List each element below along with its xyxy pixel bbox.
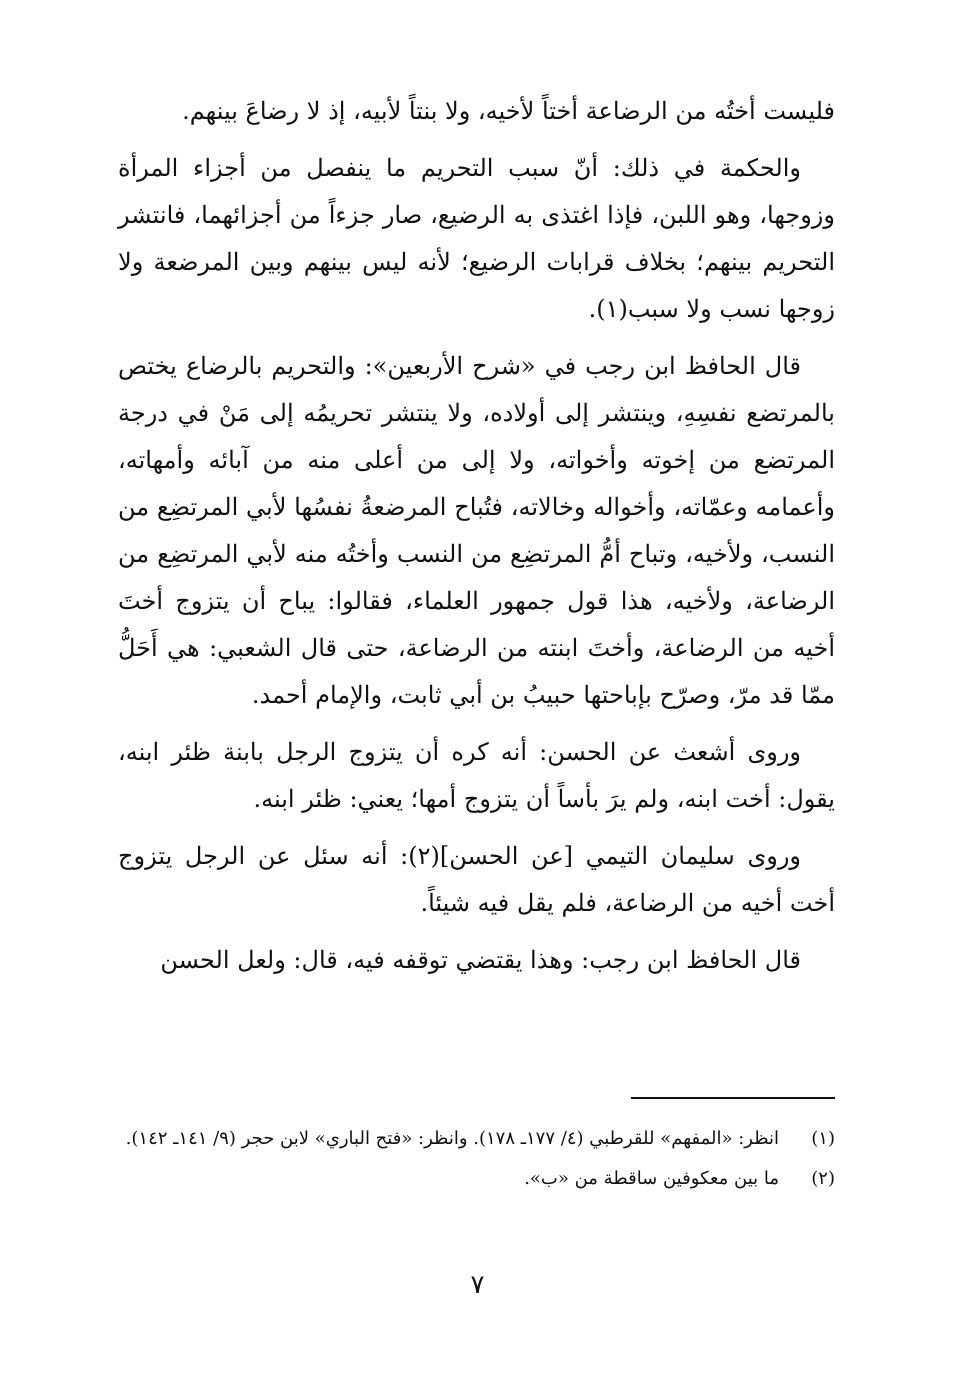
paragraph-6: قال الحافظ ابن رجب: وهذا يقتضي توقفه فيه، قال: ولعل الحسن bbox=[160, 946, 801, 974]
footnote-text: ما بين معكوفين ساقطة من «ب». bbox=[524, 1168, 779, 1189]
footnote-text: انظر: «المفهم» للقرطبي (٤/ ١٧٧ـ ١٧٨). وانظر: «فتح الباري» لابن حجر (٩/ ١٤١ـ ١٤٢). bbox=[125, 1128, 779, 1149]
footnote-separator bbox=[631, 1097, 835, 1099]
paragraph-3: قال الحافظ ابن رجب في «شرح الأربعين»: والتحريم بالرضاع يختص بالمرتضع نفسِهِ، وينتشر إلى أولاده، ولا ينتشر تحريمُه إلى مَنْ في درجة المرتضع من إخوته وأخواته، ولا إلى من أعلى منه من آبائه وأمهاته، وأعمامه وعمّاته، وأخواله وخالاته، فتُباح المرضعةُ نفسُها لأبي المرتضِع من النسب، ولأخيه، وتباح أمُّ المرتضِع من النسب وأختُه منه لأبي المرتضِع من الرضاعة، ولأخيه، هذا قول جمهور العلماء، فقالوا: يباح أن يتزوج أختَ أخيه من الرضاعة، وأختَ ابنته من الرضاعة، حتى قال الشعبي: هي أَحَلُّ ممّا قد مرّ، وصرّح بإباحتها حبيبُ بن أبي ثابت، والإمام أحمد. bbox=[118, 352, 836, 709]
paragraph-5: وروى سليمان التيمي [عن الحسن](٢): أنه سئل عن الرجل يتزوج أخت أخيه من الرضاعة، فلم يقل فيه شيئاً. bbox=[118, 842, 835, 917]
footnote-number: (٢) bbox=[811, 1168, 835, 1189]
footnote-2 bbox=[118, 1162, 835, 1196]
page-number: ٧ bbox=[470, 1270, 485, 1300]
footnotes bbox=[118, 1122, 835, 1202]
footnote-number: (١) bbox=[811, 1128, 835, 1149]
footnote-1 bbox=[118, 1122, 835, 1156]
main-text bbox=[118, 88, 835, 994]
paragraph-4: وروى أشعث عن الحسن: أنه كره أن يتزوج الرجل بابنة ظئر ابنه، يقول: أخت ابنه، ولم يرَ بأساً أن يتزوج أمها؛ يعني: ظئر ابنه. bbox=[118, 738, 835, 813]
paragraph-2: والحكمة في ذلك: أنّ سبب التحريم ما ينفصل من أجزاء المرأة وزوجها، وهو اللبن، فإذا اغتذى به الرضيع، صار جزءاً من أجزائهما، فانتشر التحريم بينهم؛ بخلاف قرابات الرضيع؛ لأنه ليس بينهم وبين المرضعة ولا زوجها نسب ولا سبب(١). bbox=[118, 154, 835, 323]
paragraph-1: فليست أختُه من الرضاعة أختاً لأخيه، ولا بنتاً لأبيه، إذ لا رضاعَ بينهم. bbox=[182, 97, 835, 125]
